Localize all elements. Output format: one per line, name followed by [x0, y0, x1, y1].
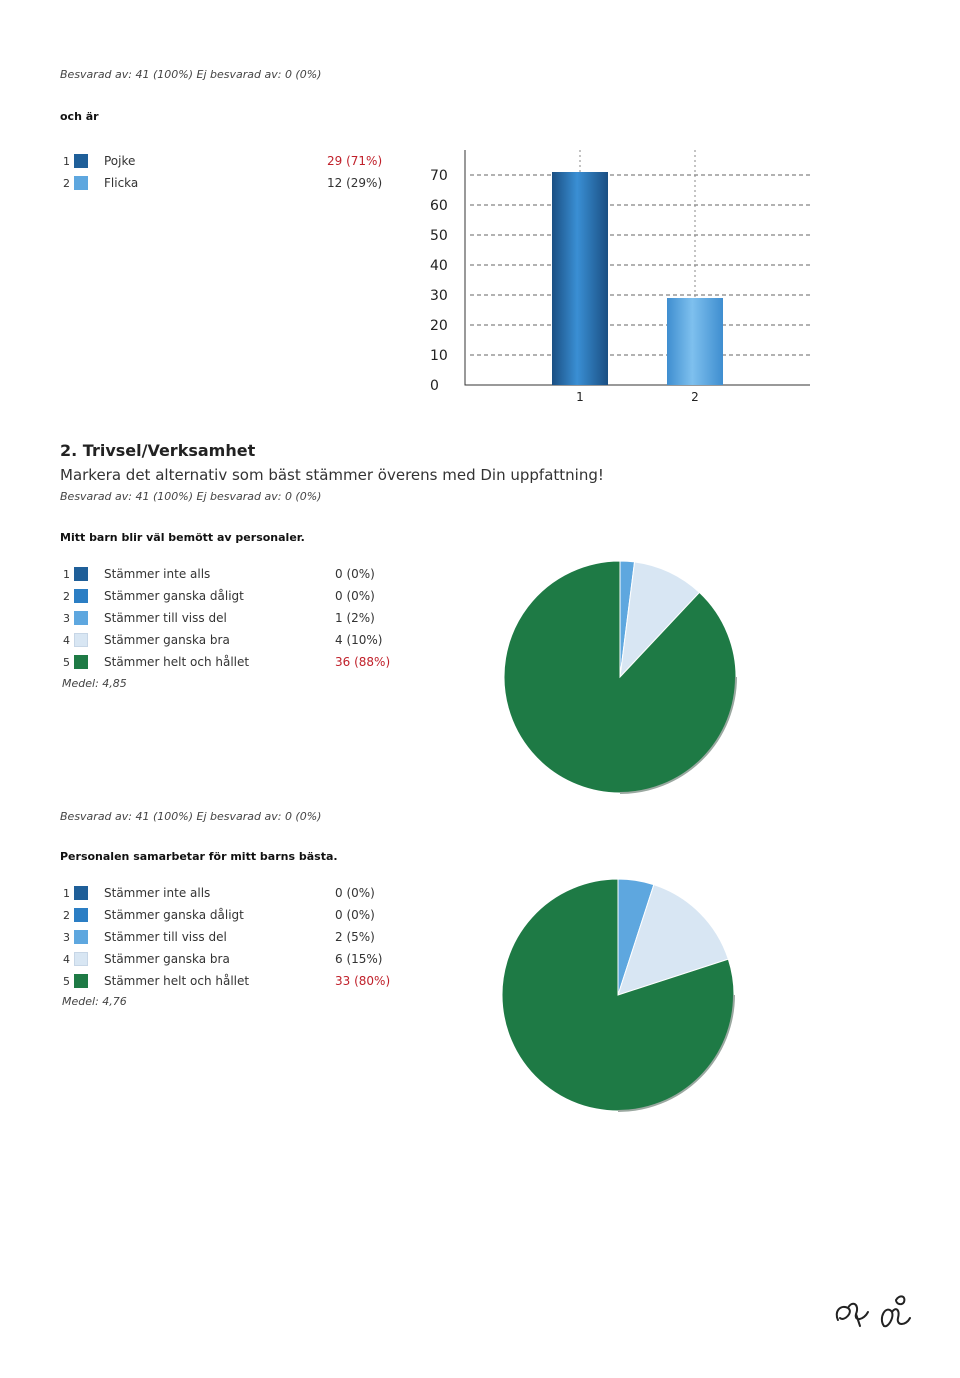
handwritten-signature — [830, 1282, 930, 1342]
legend-count: 0 (0%) — [335, 589, 375, 603]
legend-number: 2 — [63, 176, 70, 190]
legend-swatch — [74, 952, 88, 966]
legend-swatch — [74, 176, 88, 190]
legend-number: 1 — [63, 154, 70, 168]
legend-row — [60, 928, 324, 946]
y-tick-label: 70 — [430, 168, 448, 184]
answered-summary-2: Besvarad av: 41 (100%) Ej besvarad av: 0 (0%) — [60, 490, 322, 503]
mean-value: Medel: 4,76 — [62, 995, 127, 1008]
legend-count: 4 (10%) — [335, 633, 383, 647]
y-tick-label: 20 — [430, 318, 448, 334]
bar — [667, 298, 723, 385]
legend-label: Stämmer till viss del — [104, 611, 227, 625]
legend-count: 1 (2%) — [335, 611, 375, 625]
y-tick-label: 10 — [430, 348, 448, 364]
question-title-3: Personalen samarbetar för mitt barns bästa. — [60, 850, 338, 863]
legend-label: Stämmer inte alls — [104, 886, 211, 900]
bar — [552, 172, 608, 385]
y-tick-label: 40 — [430, 258, 448, 274]
x-tick-label: 1 — [576, 390, 584, 404]
legend-label: Stämmer ganska dåligt — [104, 589, 244, 603]
legend-swatch — [74, 154, 88, 168]
y-tick-label: 60 — [430, 198, 448, 214]
x-tick-label: 2 — [691, 390, 699, 404]
legend-label: Stämmer ganska bra — [104, 952, 230, 966]
section-heading: 2. Trivsel/Verksamhet — [60, 441, 256, 460]
legend-swatch — [74, 567, 88, 581]
legend-count: 12 (29%) — [327, 176, 383, 190]
legend-swatch — [74, 633, 88, 647]
legend-number: 4 — [63, 633, 70, 647]
axis-line — [465, 150, 810, 385]
legend-row — [60, 587, 324, 605]
answered-summary-3: Besvarad av: 41 (100%) Ej besvarad av: 0 (0%) — [60, 810, 322, 823]
legend-label: Stämmer inte alls — [104, 567, 211, 581]
legend-number: 3 — [63, 611, 70, 625]
bar-chart — [410, 145, 820, 410]
question-title-1: och är — [60, 110, 99, 123]
legend-row — [60, 653, 324, 671]
mean-value: Medel: 4,85 — [62, 677, 127, 690]
legend-number: 1 — [63, 886, 70, 900]
legend-label: Pojke — [104, 154, 136, 168]
legend-swatch — [74, 886, 88, 900]
legend-count: 33 (80%) — [335, 974, 391, 988]
legend-swatch — [74, 611, 88, 625]
pie-chart — [498, 875, 743, 1120]
legend-count: 6 (15%) — [335, 952, 383, 966]
legend-label: Stämmer ganska dåligt — [104, 908, 244, 922]
legend-number: 4 — [63, 952, 70, 966]
legend-row — [60, 174, 324, 192]
legend-swatch — [74, 655, 88, 669]
legend-row — [60, 972, 324, 990]
pie-slice — [504, 561, 736, 793]
legend-row — [60, 884, 324, 902]
answered-summary-1: Besvarad av: 41 (100%) Ej besvarad av: 0 (0%) — [60, 68, 322, 81]
legend-row — [60, 565, 324, 583]
legend-count: 36 (88%) — [335, 655, 391, 669]
legend-label: Stämmer helt och hållet — [104, 655, 250, 669]
pie-chart — [500, 557, 745, 802]
legend-row — [60, 906, 324, 924]
question-title-2: Mitt barn blir väl bemött av personaler. — [60, 531, 305, 544]
legend-row — [60, 631, 324, 649]
legend-swatch — [74, 974, 88, 988]
legend-label: Stämmer till viss del — [104, 930, 227, 944]
legend-number: 2 — [63, 908, 70, 922]
legend-swatch — [74, 930, 88, 944]
legend-number: 2 — [63, 589, 70, 603]
legend-number: 5 — [63, 974, 70, 988]
section-subheading: Markera det alternativ som bäst stämmer överens med Din uppfattning! — [60, 466, 604, 484]
legend-count: 0 (0%) — [335, 567, 375, 581]
legend-row — [60, 609, 324, 627]
legend-number: 3 — [63, 930, 70, 944]
legend-row — [60, 950, 324, 968]
legend-label: Stämmer helt och hållet — [104, 974, 250, 988]
legend-swatch — [74, 908, 88, 922]
y-tick-label: 30 — [430, 288, 448, 304]
legend-row — [60, 152, 324, 170]
legend-swatch — [74, 589, 88, 603]
legend-count: 29 (71%) — [327, 154, 383, 168]
y-tick-label: 50 — [430, 228, 448, 244]
legend-count: 0 (0%) — [335, 908, 375, 922]
y-tick-label: 0 — [430, 378, 439, 394]
legend-count: 0 (0%) — [335, 886, 375, 900]
legend-label: Flicka — [104, 176, 139, 190]
legend-count: 2 (5%) — [335, 930, 375, 944]
legend-label: Stämmer ganska bra — [104, 633, 230, 647]
legend-number: 5 — [63, 655, 70, 669]
legend-number: 1 — [63, 567, 70, 581]
